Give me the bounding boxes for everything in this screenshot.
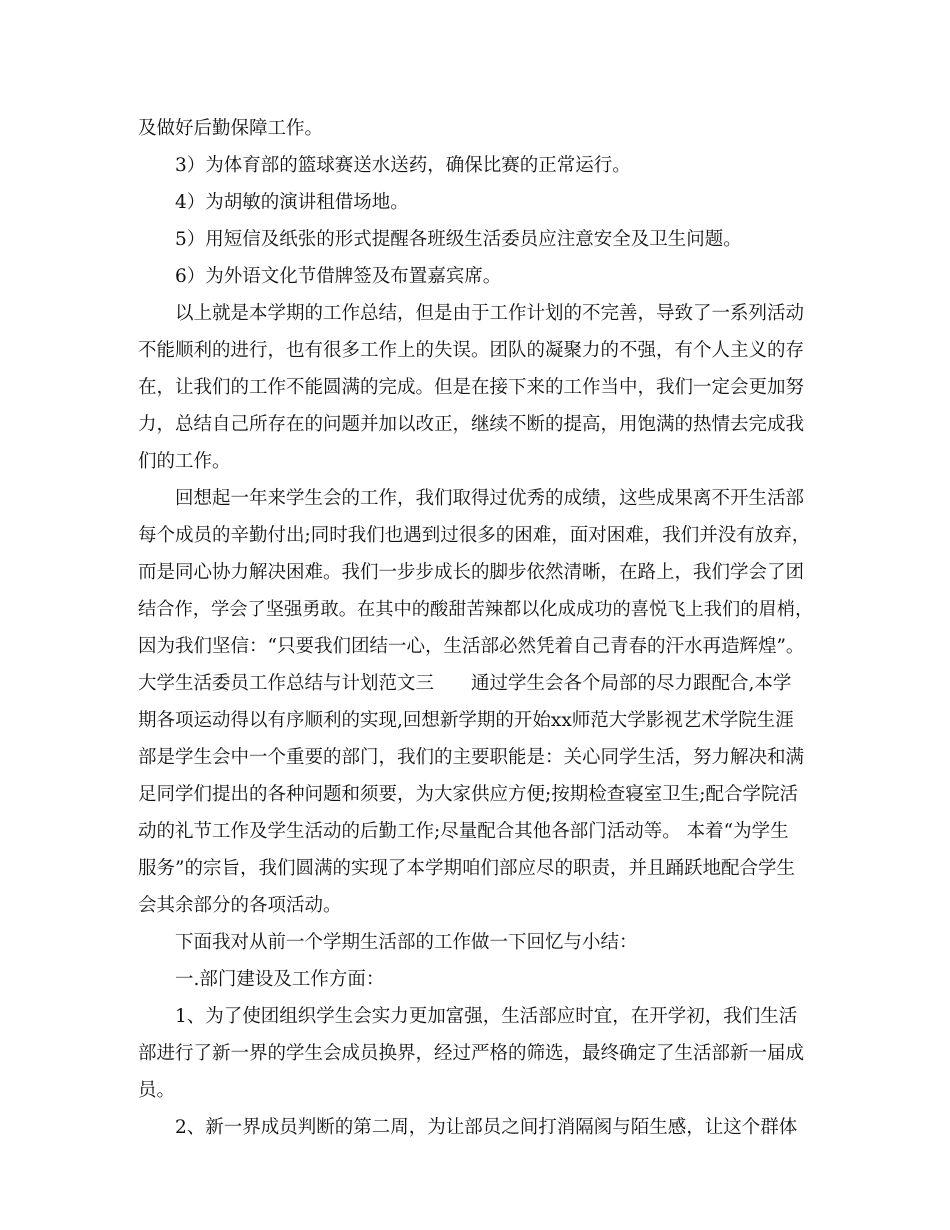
text-line: 服务”的宗旨，我们圆满的实现了本学期咱们部应尽的职责，并且踊跃地配合学生 — [138, 858, 795, 879]
text-line: 回想起一年来学生会的工作，我们取得过优秀的成绩，这些成果离不开生活部 — [175, 488, 805, 509]
text-line: 在，让我们的工作不能圆满的完成。但是在接下来的工作当中，我们一定会更加努 — [138, 377, 805, 398]
text-line: 会其余部分的各项活动。 — [138, 895, 342, 916]
text-line: 因为我们坚信：“只要我们团结一心，生活部必然凭着自己青春的汗水再造辉煌”。 — [138, 636, 805, 657]
text-line: 1、为了使团组织学生会实力更加富强，生活部应时宜，在开学初，我们生活 — [175, 1006, 798, 1027]
text-line: 不能顺利的进行，也有很多工作上的失误。团队的凝聚力的不强，有个人主义的存 — [138, 340, 805, 361]
text-line: 结合作，学会了坚强勇敢。在其中的酸甜苦辣都以化成成功的喜悦飞上我们的眉梢， — [138, 599, 814, 620]
text-line: 及做好后勤保障工作。 — [138, 118, 324, 139]
text-line: 部进行了新一界的学生会成员换界，经过严格的筛选，最终确定了生活部新一届成 — [138, 1043, 805, 1064]
section-heading: 一.部门建设及工作方面： — [175, 969, 385, 990]
text-line: 大学生活委员工作总结与计划范文三 通过学生会各个局部的尽力跟配合,本学 — [138, 673, 792, 694]
text-line: 2、新一界成员判断的第二周，为让部员之间打消隔阂与陌生感，让这个群体 — [175, 1117, 798, 1138]
text-line: 每个成员的辛勤付出;同时我们也遇到过很多的困难，面对困难，我们并没有放弃， — [138, 525, 811, 546]
text-line: 力，总结自己所存在的问题并加以改正，继续不断的提高，用饱满的热情去完成我 — [138, 414, 805, 435]
text-line: 足同学们提出的各种问题和须要，为大家供应方便;按期检查寝室卫生;配合学院活 — [138, 784, 798, 805]
text-line: 而是同心协力解决困难。我们一步步成长的脚步依然清晰，在路上，我们学会了团 — [138, 562, 805, 583]
text-line: 们的工作。 — [138, 451, 231, 472]
text-line: 部是学生会中一个重要的部门，我们的主要职能是：关心同学生活，努力解决和满 — [138, 747, 805, 768]
text-line: 员。 — [138, 1080, 176, 1101]
list-item: 4）为胡敏的演讲租借场地。 — [175, 192, 409, 213]
list-item: 6）为外语文化节借牌签及布置嘉宾席。 — [175, 266, 502, 287]
text-line: 期各项运动得以有序顺利的实现,回想新学期的开始xx师范大学影视艺术学院生涯 — [138, 710, 794, 731]
list-item: 3）为体育部的篮球赛送水送药，确保比赛的正常运行。 — [175, 155, 631, 176]
text-line: 动的礼节工作及学生活动的后勤工作;尽量配合其他各部门活动等。 本着“为学生 — [138, 821, 789, 842]
text-line: 以上就是本学期的工作总结，但是由于工作计划的不完善，导致了一系列活动 — [175, 303, 805, 324]
list-item: 5）用短信及纸张的形式提醒各班级生活委员应注意安全及卫生问题。 — [175, 229, 742, 250]
text-line: 下面我对从前一个学期生活部的工作做一下回忆与小结： — [175, 932, 638, 953]
